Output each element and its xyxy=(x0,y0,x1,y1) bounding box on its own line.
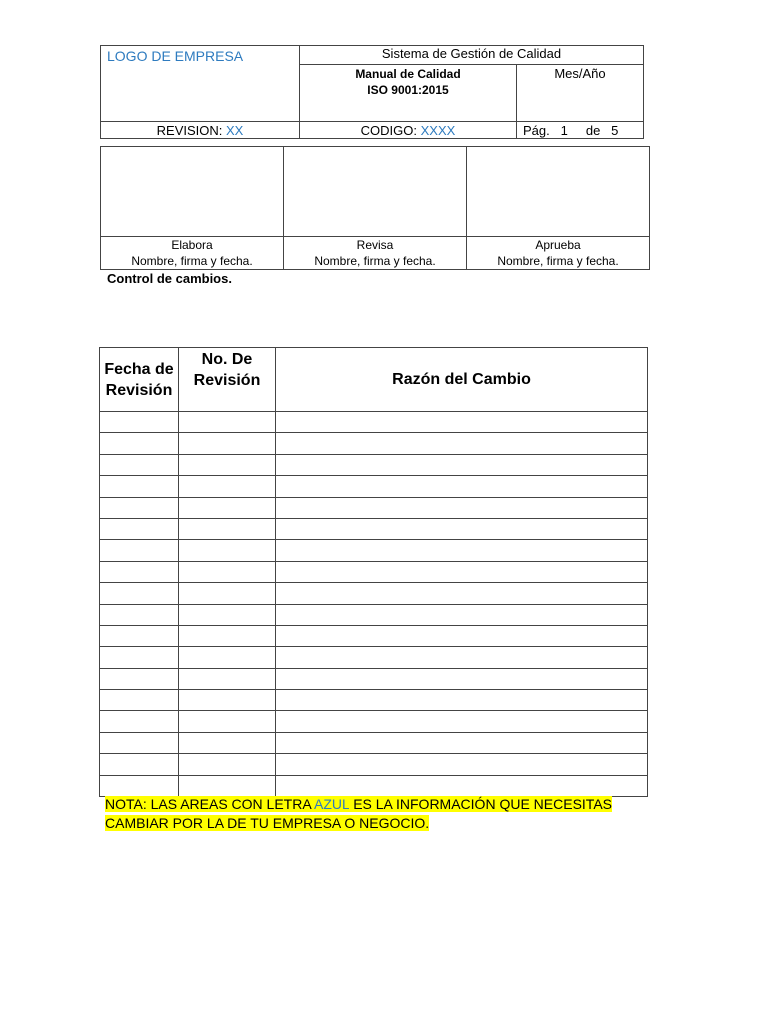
date-cell[interactable] xyxy=(100,668,179,689)
revision-cell[interactable] xyxy=(179,583,276,604)
reason-cell[interactable] xyxy=(276,433,648,454)
signature-role: Revisa xyxy=(356,238,394,252)
table-row xyxy=(100,775,648,796)
manual-title-line1: Manual de Calidad xyxy=(355,67,461,81)
signature-label-revisa xyxy=(284,237,467,270)
note-after: ES LA INFORMACIÓN QUE NECESITAS xyxy=(349,796,612,812)
code-value: XXXX xyxy=(420,122,456,138)
table-row xyxy=(100,604,648,625)
table-row xyxy=(100,732,648,753)
date-cell[interactable] xyxy=(100,476,179,497)
note-line2: CAMBIAR POR LA DE TU EMPRESA O NEGOCIO. xyxy=(105,815,430,831)
date-cell[interactable] xyxy=(100,583,179,604)
reason-cell[interactable] xyxy=(276,754,648,775)
revision-label: REVISION: xyxy=(156,122,226,138)
date-cell[interactable] xyxy=(100,604,179,625)
date-cell[interactable] xyxy=(100,625,179,646)
date-cell[interactable] xyxy=(100,690,179,711)
revision-cell[interactable] xyxy=(179,604,276,625)
date-cell[interactable] xyxy=(100,754,179,775)
document-header xyxy=(100,45,644,139)
table-row xyxy=(100,690,648,711)
revision-cell[interactable] xyxy=(179,518,276,539)
revision-cell[interactable] xyxy=(179,412,276,433)
table-row xyxy=(100,561,648,582)
date-cell[interactable] xyxy=(100,775,179,796)
signature-role: Elabora xyxy=(171,238,213,252)
revision-cell[interactable] xyxy=(179,647,276,668)
table-row xyxy=(100,540,648,561)
manual-title-line2: ISO 9001:2015 xyxy=(367,83,449,97)
revision-cell[interactable] xyxy=(179,732,276,753)
date-cell[interactable] xyxy=(100,561,179,582)
reason-cell[interactable] xyxy=(276,732,648,753)
date-field: Mes/Año xyxy=(517,65,644,122)
signature-hint: Nombre, firma y fecha. xyxy=(497,254,619,268)
change-log-body xyxy=(100,412,648,797)
column-header-date: Fecha de Revisión xyxy=(100,348,179,412)
manual-title xyxy=(300,65,517,122)
date-cell[interactable] xyxy=(100,647,179,668)
signature-role: Aprueba xyxy=(535,238,581,252)
revision-cell[interactable] xyxy=(179,668,276,689)
revision-cell[interactable] xyxy=(179,754,276,775)
signature-box-aprueba[interactable] xyxy=(467,147,650,237)
reason-cell[interactable] xyxy=(276,412,648,433)
table-row xyxy=(100,454,648,475)
date-cell[interactable] xyxy=(100,433,179,454)
reason-cell[interactable] xyxy=(276,647,648,668)
reason-cell[interactable] xyxy=(276,476,648,497)
change-log-table xyxy=(99,347,648,797)
table-row xyxy=(100,668,648,689)
date-cell[interactable] xyxy=(100,732,179,753)
note-text xyxy=(105,795,665,833)
reason-cell[interactable] xyxy=(276,711,648,732)
signature-label-elabora xyxy=(101,237,284,270)
table-row xyxy=(100,647,648,668)
table-row xyxy=(100,518,648,539)
revision-cell[interactable] xyxy=(179,540,276,561)
revision-cell[interactable] xyxy=(179,711,276,732)
signature-label-aprueba xyxy=(467,237,650,270)
revision-cell[interactable] xyxy=(179,625,276,646)
reason-cell[interactable] xyxy=(276,518,648,539)
change-control-title: Control de cambios. xyxy=(107,271,232,286)
reason-cell[interactable] xyxy=(276,604,648,625)
table-row xyxy=(100,497,648,518)
signature-table xyxy=(100,146,650,270)
signature-hint: Nombre, firma y fecha. xyxy=(131,254,253,268)
table-row xyxy=(100,754,648,775)
date-cell[interactable] xyxy=(100,412,179,433)
reason-cell[interactable] xyxy=(276,454,648,475)
revision-cell[interactable] xyxy=(179,476,276,497)
column-header-revision: No. De Revisión xyxy=(179,348,276,412)
company-logo-placeholder: LOGO DE EMPRESA xyxy=(101,46,300,122)
date-cell[interactable] xyxy=(100,454,179,475)
page-number: Pág. 1 de 5 xyxy=(517,122,644,139)
revision-cell[interactable] xyxy=(179,433,276,454)
system-title: Sistema de Gestión de Calidad xyxy=(300,46,644,65)
reason-cell[interactable] xyxy=(276,668,648,689)
reason-cell[interactable] xyxy=(276,625,648,646)
reason-cell[interactable] xyxy=(276,561,648,582)
reason-cell[interactable] xyxy=(276,497,648,518)
signature-box-revisa[interactable] xyxy=(284,147,467,237)
reason-cell[interactable] xyxy=(276,690,648,711)
table-row xyxy=(100,412,648,433)
date-cell[interactable] xyxy=(100,711,179,732)
date-cell[interactable] xyxy=(100,518,179,539)
table-row xyxy=(100,625,648,646)
table-row xyxy=(100,433,648,454)
revision-cell[interactable] xyxy=(179,454,276,475)
note-before: NOTA: LAS AREAS CON LETRA xyxy=(105,796,315,812)
note-blue-word: AZUL xyxy=(314,796,350,812)
column-header-reason: Razón del Cambio xyxy=(276,348,648,412)
signature-box-elabora[interactable] xyxy=(101,147,284,237)
date-cell[interactable] xyxy=(100,497,179,518)
reason-cell[interactable] xyxy=(276,583,648,604)
revision-cell[interactable] xyxy=(179,775,276,796)
reason-cell[interactable] xyxy=(276,540,648,561)
table-row xyxy=(100,583,648,604)
revision-value: XX xyxy=(226,122,244,138)
revision-cell[interactable] xyxy=(179,497,276,518)
table-row xyxy=(100,711,648,732)
reason-cell[interactable] xyxy=(276,775,648,796)
code-cell xyxy=(300,122,517,139)
code-label: CODIGO: xyxy=(360,122,421,138)
revision-cell xyxy=(101,122,300,139)
revision-cell[interactable] xyxy=(179,561,276,582)
date-cell[interactable] xyxy=(100,540,179,561)
revision-cell[interactable] xyxy=(179,690,276,711)
table-row xyxy=(100,476,648,497)
signature-hint: Nombre, firma y fecha. xyxy=(314,254,436,268)
